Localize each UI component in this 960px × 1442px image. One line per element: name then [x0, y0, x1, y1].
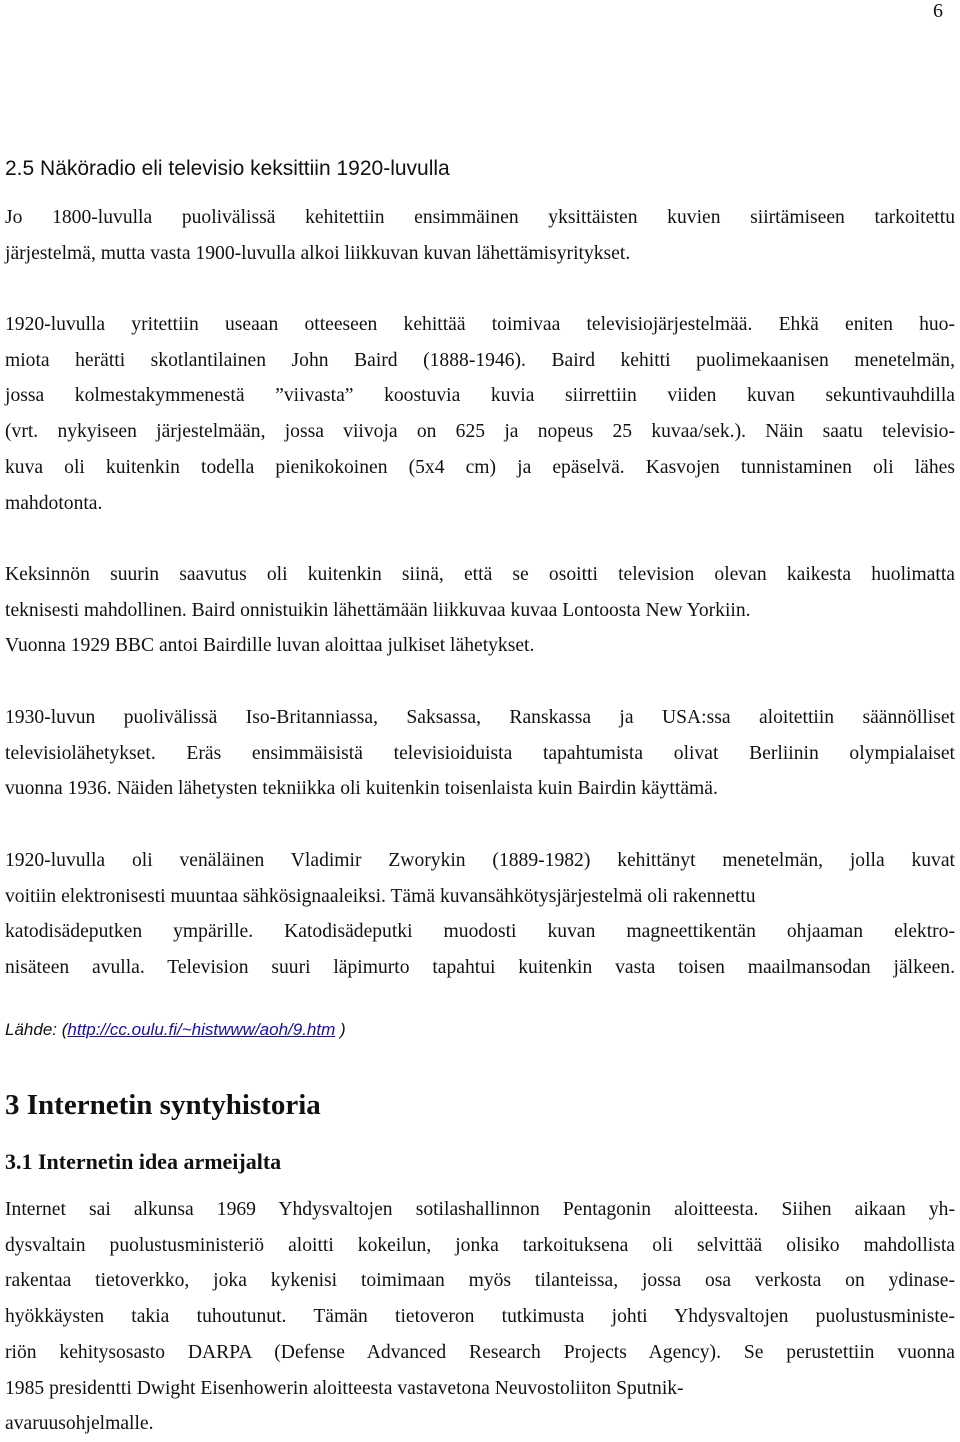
text-line: rakentaa tietoverkko, joka kykenisi toimimaan myös tilanteissa, jossa osa verkosta on ydinase-: [5, 1270, 955, 1292]
page-number: 6: [933, 0, 943, 22]
paragraph-6: [5, 1192, 955, 1442]
subsection-heading-3-1: 3.1 Internetin idea armeijalta: [5, 1149, 282, 1174]
source-citation: [5, 1018, 346, 1042]
text-line: Jo 1800-luvulla puolivälissä kehitettiin ensimmäinen yksittäisten kuvien siirtämiseen tarkoitettu: [5, 207, 955, 228]
text-line: televisiolähetykset. Eräs ensimmäisistä televisioiduista tapahtumista olivat Berliinin olympialaiset: [5, 742, 955, 764]
section-heading-2-5: 2.5 Näköradio eli televisio keksittiin 1920-luvulla: [5, 157, 450, 180]
text-line: 1985 presidentti Dwight Eisenhowerin aloitteesta vastavetona Neuvostoliiton Sputnik-: [5, 1377, 684, 1399]
text-line: riön kehitysosasto DARPA (Defense Advanced Research Projects Agency). Se perustettiin vuonna: [5, 1341, 955, 1363]
paragraph-1: [5, 200, 955, 271]
source-link[interactable]: http://cc.oulu.fi/~histwww/aoh/9.htm: [67, 1020, 336, 1039]
text-line: (vrt. nykyiseen järjestelmään, jossa viivoja on 625 ja nopeus 25 kuvaa/sek.). Näin saatu televisio-: [5, 421, 955, 443]
text-line: miota herätti skotlantilainen John Baird (1888-1946). Baird kehitti puolimekaanisen menetelmän,: [5, 349, 955, 371]
section-heading-3: 3 Internetin syntyhistoria: [5, 1089, 321, 1121]
paragraph-5: [5, 843, 955, 986]
text-line: katodisädeputken ympärille. Katodisädeputki muodosti kuvan magneettikentän ohjaaman elektro-: [5, 921, 955, 943]
text-line: Vuonna 1929 BBC antoi Bairdille luvan aloittaa julkiset lähetykset.: [5, 635, 535, 657]
text-line: voitiin elektronisesti muuntaa sähkösignaaleiksi. Tämä kuvansähkötysjärjestelmä oli rakennettu: [5, 885, 756, 907]
text-line: Internet sai alkunsa 1969 Yhdysvaltojen sotilashallinnon Pentagonin aloitteesta. Siihen aikaan yh-: [5, 1199, 955, 1220]
text-line: dysvaltain puolustusministeriö aloitti kokeilun, jonka tarkoituksena oli selvittää olisiko mahdollista: [5, 1234, 955, 1256]
text-line: jossa kolmestakymmenestä ”viivasta” koostuvia kuvia siirrettiin viiden kuvan sekuntivauhdilla: [5, 385, 955, 407]
text-line: vuonna 1936. Näiden lähetysten tekniikka oli kuitenkin toisenlaista kuin Bairdin käyttämä.: [5, 778, 718, 800]
text-line: avaruusohjelmalle.: [5, 1413, 154, 1435]
text-line: nisäteen avulla. Television suuri läpimurto tapahtui kuitenkin vasta toisen maailmansodan jälkeen.: [5, 957, 955, 979]
paragraph-4: [5, 700, 955, 807]
text-line: mahdotonta.: [5, 492, 103, 514]
paragraph-3: [5, 557, 955, 664]
text-line: 1930-luvun puolivälissä Iso-Britanniassa, Saksassa, Ranskassa ja USA:ssa aloitettiin säännölliset: [5, 707, 955, 728]
source-suffix: ): [335, 1020, 346, 1039]
text-line: 1920-luvulla yritettiin useaan otteeseen kehittää toimivaa televisiojärjestelmää. Ehkä eniten huo-: [5, 314, 955, 335]
text-line: Keksinnön suurin saavutus oli kuitenkin siinä, että se osoitti television olevan kaikesta huolimatta: [5, 564, 955, 585]
source-prefix: Lähde: (: [5, 1020, 68, 1039]
text-line: järjestelmä, mutta vasta 1900-luvulla alkoi liikkuvan kuvan lähettämisyritykset.: [5, 242, 631, 264]
text-line: teknisesti mahdollinen. Baird onnistuikin lähettämään liikkuvaa kuvaa Lontoosta New Yorkiin.: [5, 599, 751, 621]
text-line: 1920-luvulla oli venäläinen Vladimir Zworykin (1889-1982) kehittänyt menetelmän, jolla kuvat: [5, 850, 955, 871]
text-line: hyökkäysten takia tuhoutunut. Tämän tietoveron tutkimusta johti Yhdysvaltojen puolustusministe-: [5, 1306, 955, 1328]
text-line: kuva oli kuitenkin todella pienikokoinen (5x4 cm) ja epäselvä. Kasvojen tunnistaminen oli lähes: [5, 456, 955, 478]
paragraph-2: [5, 307, 955, 521]
